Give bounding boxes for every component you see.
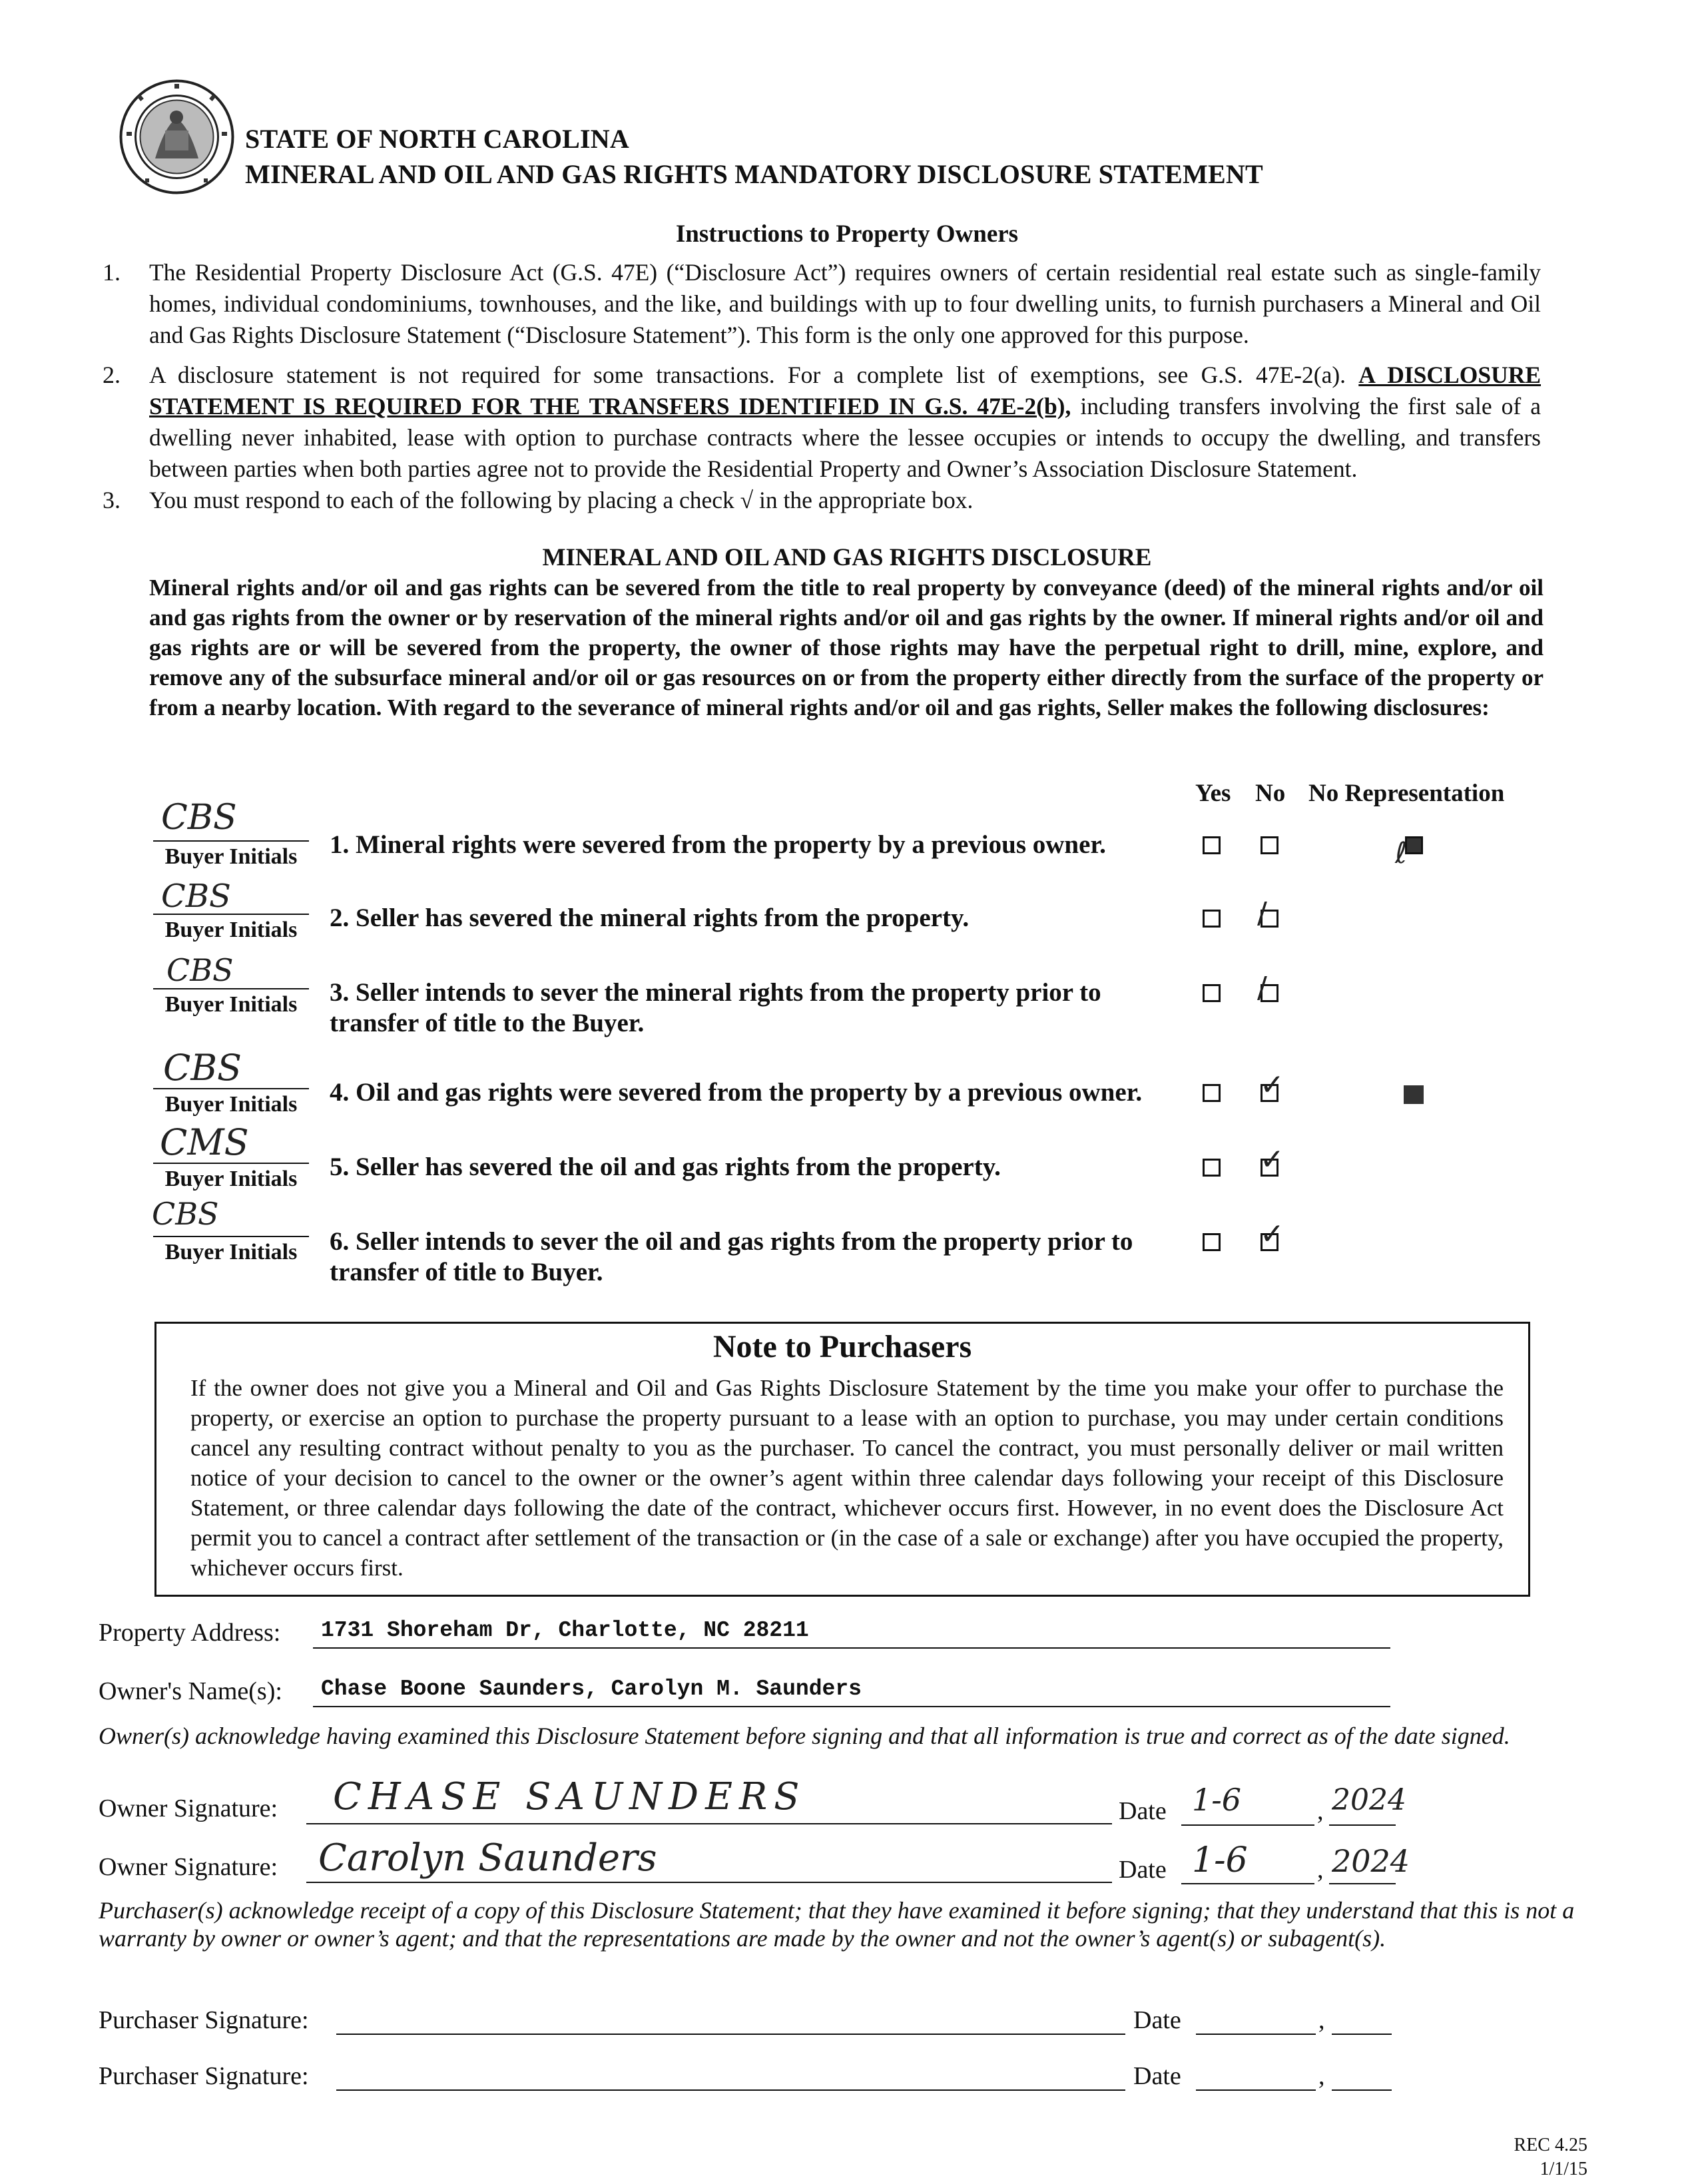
initials-label-1: Buyer Initials (164, 844, 298, 869)
initials-line-6 (153, 1236, 309, 1237)
form-title: MINERAL AND OIL AND GAS RIGHTS MANDATORY DISCLOSURE STATEMENT (245, 159, 1263, 189)
property-address-field[interactable]: 1731 Shoreham Dr, Charlotte, NC 28211 (321, 1618, 809, 1643)
note-body: If the owner does not give you a Mineral and Oil and Gas Rights Disclosure Statement by the time you make your offer to purchase the property, or exercise an option to purchase the property pursuant to a lease with an option to purchase, you may under certain conditions cancel any resulting contract without penalty to you as the purchaser. To cancel the contract, you must personally deliver or mail written notice of your decision to cancel to the owner or the owner’s agent within three calendar days following your receipt of this Disclosure Statement, or three calendar days following the date of the contract, whichever occurs first. However, in no event does the Disclosure Act permit you to cancel a contract after settlement of the transaction or (in the case of a sale or exchange) after you have occupied the property, whichever occurs first. (190, 1375, 1504, 1581)
initials-label-6: Buyer Initials (164, 1240, 298, 1264)
initials-line-4 (153, 1088, 309, 1089)
q4-checkmark-icon: ✓ (1260, 1068, 1284, 1102)
owner-acknowledgement: Owner(s) acknowledge having examined this Disclosure Statement before signing and that all information is true and correct as of the date signed. (99, 1723, 1510, 1749)
question-4: 4. Oil and gas rights were severed from the property by a previous owner. (330, 1078, 1143, 1107)
q2-yes-checkbox[interactable] (1203, 910, 1221, 928)
purchaser-date-1-label: Date (1133, 2006, 1181, 2034)
q6-yes-checkbox[interactable] (1203, 1233, 1221, 1251)
owner-date-2-line (1181, 1883, 1314, 1884)
q5-checkmark-icon: ✓ (1260, 1143, 1284, 1177)
initials-line-1 (153, 840, 309, 842)
property-address-label: Property Address: (99, 1619, 281, 1647)
owner-date-2-comma: , (1317, 1856, 1324, 1884)
buyer-initials-4: CBS (163, 1047, 242, 1089)
q4-yes-checkbox[interactable] (1203, 1084, 1221, 1102)
q5-yes-checkbox[interactable] (1203, 1159, 1221, 1177)
q3-yes-checkbox[interactable] (1203, 984, 1221, 1002)
owner-date-1-comma: , (1317, 1797, 1324, 1825)
owner-signature-2-line (306, 1882, 1112, 1883)
buyer-initials-1: CBS (161, 798, 237, 838)
instruction-1-text: The Residential Property Disclosure Act (G.S. 47E) (“Disclosure Act”) requires owners of certain residential real estate such as single-family homes, individual condominiums, townhouses, and the like, and buildings with up to four dwelling units, to furnish purchasers a Mineral and Oil and Gas Rights Disclosure Statement (“Disclosure Statement”). This form is the only one approved for this purpose. (149, 259, 1541, 348)
purchaser-signature-1-line[interactable] (336, 2034, 1125, 2035)
instruction-2-required-text: A DISCLOSURE STATEMENT IS REQUIRED FOR THE TRANSFERS IDENTIFIED IN G.S. 47E-2(b), (149, 362, 1542, 419)
disclosure-title: MINERAL AND OIL AND GAS RIGHTS DISCLOSURE (542, 544, 1152, 571)
buyer-initials-3: CBS (166, 952, 234, 988)
owner-year-2[interactable]: 2024 (1332, 1843, 1410, 1879)
purchaser-acknowledgement: Purchaser(s) acknowledge receipt of a copy of this Disclosure Statement; that they have examined it before signing; that they understand that this is not a warranty by owner or owner’s agent; and that the representations are made by the owner and not the owner’s agent(s) or subagent(s). (99, 1897, 1575, 1952)
question-3: 3. Seller intends to sever the mineral rights from the property prior to transfer of title to the Buyer. (330, 978, 1101, 1037)
instruction-2-number: 2. (103, 362, 121, 388)
q1-yes-checkbox[interactable] (1203, 836, 1221, 854)
instruction-3-number: 3. (103, 487, 121, 513)
owner-signature-2-label: Owner Signature: (99, 1853, 278, 1881)
owner-date-1-label: Date (1119, 1797, 1167, 1825)
buyer-initials-5: CMS (160, 1121, 249, 1163)
q6-checkmark-icon: ✓ (1260, 1217, 1284, 1251)
q4-scribbled-mark (1404, 1085, 1424, 1104)
owner-year-2-line (1329, 1883, 1396, 1884)
owners-name-field[interactable]: Chase Boone Saunders, Carolyn M. Saunders (321, 1677, 862, 1701)
purchaser-date-2-label: Date (1133, 2062, 1181, 2090)
initials-line-3 (153, 988, 309, 989)
owner-date-1[interactable]: 1-6 (1192, 1782, 1242, 1818)
initials-line-5 (153, 1163, 309, 1164)
purchaser-date-2-comma: , (1318, 2062, 1325, 2090)
column-no-representation: No Representation (1308, 780, 1505, 807)
initials-label-3: Buyer Initials (164, 992, 298, 1017)
purchaser-date-2-line[interactable] (1196, 2089, 1316, 2091)
question-5: 5. Seller has severed the oil and gas rights from the property. (330, 1153, 1001, 1181)
q1-no-checkbox[interactable] (1261, 836, 1278, 854)
question-2: 2. Seller has severed the mineral rights from the property. (330, 904, 970, 932)
form-state-title: STATE OF NORTH CAROLINA (245, 124, 629, 154)
owner-signature-1[interactable]: CHASE SAUNDERS (333, 1775, 806, 1818)
instruction-2-text-post: including transfers involving the first sale of a dwelling never inhabited, lease with option to purchase contracts where the lessee occupies or intends to occupy the dwelling, and transfers between parties when both parties agree not to provide the Residential Property and Owner’s Association Disclosure Statement. (149, 393, 1541, 482)
q1-checkmark-icon: ℓ (1395, 836, 1408, 870)
purchaser-signature-2-label: Purchaser Signature: (99, 2062, 309, 2090)
instruction-1-number: 1. (103, 259, 121, 286)
purchaser-date-1-line[interactable] (1196, 2034, 1316, 2035)
purchaser-year-2-line[interactable] (1332, 2089, 1392, 2091)
owner-date-1-line (1181, 1824, 1314, 1826)
instructions-title: Instructions to Property Owners (675, 220, 1019, 248)
owner-signature-2[interactable]: Carolyn Saunders (318, 1836, 657, 1880)
commission-seal-logo (119, 79, 235, 195)
question-1: 1. Mineral rights were severed from the property by a previous owner. (330, 830, 1106, 859)
q3-checkmark-icon: / (1257, 971, 1267, 1005)
buyer-initials-2: CBS (161, 878, 231, 915)
q2-checkmark-icon: / (1257, 896, 1267, 930)
purchaser-date-1-comma: , (1318, 2006, 1325, 2034)
owners-name-label: Owner's Name(s): (99, 1677, 282, 1705)
buyer-initials-6: CBS (152, 1196, 219, 1232)
property-address-line (313, 1647, 1390, 1649)
q1-no-representation-checkbox[interactable] (1405, 836, 1423, 854)
owner-signature-1-line (306, 1823, 1112, 1824)
initials-label-5: Buyer Initials (164, 1167, 298, 1191)
owner-date-2-label: Date (1119, 1856, 1167, 1884)
purchaser-year-1-line[interactable] (1332, 2034, 1392, 2035)
purchaser-signature-2-line[interactable] (336, 2089, 1125, 2091)
initials-label-2: Buyer Initials (164, 918, 298, 942)
note-title: Note to Purchasers (712, 1329, 972, 1364)
form-code: REC 4.25 (1514, 2135, 1587, 2155)
disclosure-body: Mineral rights and/or oil and gas rights can be severed from the title to real property by conveyance (deed) of the mineral rights and/or oil and gas rights from the owner or by reservation of the mineral rights and/or oil and gas rights by the owner. If mineral rights and/or oil and gas rights are or will be severed from the property, the owner of those rights may have the perpetual right to drill, mine, explore, and remove any of the subsurface mineral and/or oil or gas resources on or from the property either directly from the surface of the property or from a nearby location. With regard to the severance of mineral rights and/or oil and gas rights, Seller makes the following disclosures: (149, 575, 1544, 720)
owner-year-1[interactable]: 2024 (1332, 1783, 1406, 1817)
purchaser-signature-1-label: Purchaser Signature: (99, 2006, 309, 2034)
column-no: No (1255, 780, 1286, 807)
instruction-3-text: You must respond to each of the following by placing a check √ in the appropriate box. (149, 487, 974, 513)
owner-year-1-line (1329, 1824, 1396, 1826)
instruction-2-text (149, 360, 1541, 485)
initials-label-4: Buyer Initials (164, 1092, 298, 1117)
form-revision-date: 1/1/15 (1540, 2159, 1587, 2179)
initials-line-2 (153, 914, 309, 915)
owners-name-line (313, 1706, 1390, 1707)
owner-signature-1-label: Owner Signature: (99, 1794, 278, 1822)
question-6: 6. Seller intends to sever the oil and gas rights from the property prior to transfer of title to Buyer. (330, 1227, 1133, 1286)
column-yes: Yes (1195, 780, 1231, 807)
instruction-2-text-pre: A disclosure statement is not required for some transactions. For a complete list of exemptions, see G.S. 47E-2(a). (149, 362, 1346, 388)
owner-date-2[interactable]: 1-6 (1192, 1840, 1248, 1880)
